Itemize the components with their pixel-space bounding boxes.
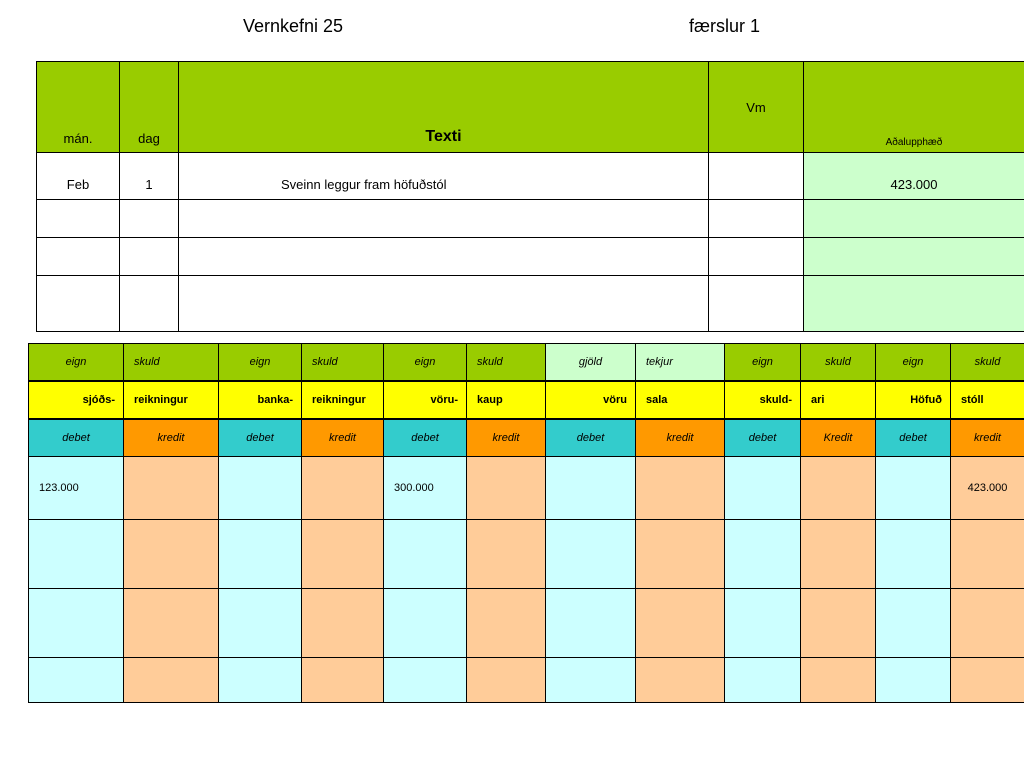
ledger-cell[interactable] xyxy=(876,589,951,658)
cell-vm[interactable] xyxy=(709,238,804,276)
ledger-cell[interactable] xyxy=(29,658,124,703)
ledger-cell[interactable]: 423.000 xyxy=(951,457,1024,520)
side-label: kredit xyxy=(124,419,219,457)
ledger-cell[interactable] xyxy=(951,520,1024,589)
account-label: reikningur xyxy=(302,381,384,419)
type-label: skuld xyxy=(302,344,384,382)
ledger-side-row xyxy=(29,419,1024,457)
type-label: gjöld xyxy=(546,344,636,382)
ledger-table xyxy=(28,343,1024,703)
ledger-cell[interactable] xyxy=(725,589,801,658)
cell-amount[interactable] xyxy=(804,276,1024,332)
ledger-cell[interactable] xyxy=(546,520,636,589)
account-label: sjóðs- xyxy=(29,381,124,419)
ledger-cell[interactable] xyxy=(384,658,467,703)
ledger-cell[interactable] xyxy=(801,520,876,589)
ledger-cell[interactable] xyxy=(302,658,384,703)
ledger-cell[interactable] xyxy=(951,589,1024,658)
cell-text[interactable] xyxy=(179,276,709,332)
ledger-data-row xyxy=(29,457,1024,520)
ledger-cell[interactable] xyxy=(546,589,636,658)
type-label: eign xyxy=(876,344,951,382)
col-text: Texti xyxy=(179,62,709,153)
ledger-cell[interactable] xyxy=(801,457,876,520)
ledger-cell[interactable] xyxy=(546,658,636,703)
ledger-cell[interactable] xyxy=(302,520,384,589)
ledger-cell[interactable] xyxy=(124,457,219,520)
ledger-data-row xyxy=(29,589,1024,658)
ledger-cell[interactable] xyxy=(219,658,302,703)
cell-vm[interactable] xyxy=(709,200,804,238)
ledger-cell[interactable] xyxy=(467,520,546,589)
side-label: debet xyxy=(29,419,124,457)
cell-text[interactable]: Sveinn leggur fram höfuðstól xyxy=(179,153,709,200)
ledger-cell[interactable] xyxy=(219,457,302,520)
account-label: skuld- xyxy=(725,381,801,419)
type-label: skuld xyxy=(951,344,1024,382)
ledger-cell[interactable] xyxy=(124,589,219,658)
account-label: sala xyxy=(636,381,725,419)
cell-month[interactable] xyxy=(37,276,120,332)
ledger-cell[interactable] xyxy=(801,658,876,703)
ledger-cell[interactable] xyxy=(467,457,546,520)
ledger-cell[interactable] xyxy=(467,589,546,658)
type-label: skuld xyxy=(124,344,219,382)
journal-row xyxy=(37,200,1024,238)
journal-row xyxy=(37,238,1024,276)
type-label: tekjur xyxy=(636,344,725,382)
ledger-cell[interactable] xyxy=(636,589,725,658)
account-label: vöru xyxy=(546,381,636,419)
side-label: kredit xyxy=(302,419,384,457)
ledger-type-row xyxy=(29,344,1024,382)
side-label: Kredit xyxy=(801,419,876,457)
ledger-cell[interactable] xyxy=(876,658,951,703)
ledger-cell[interactable] xyxy=(384,520,467,589)
ledger-cell[interactable] xyxy=(29,520,124,589)
cell-month[interactable] xyxy=(37,238,120,276)
ledger-cell[interactable] xyxy=(876,457,951,520)
ledger-cell[interactable] xyxy=(725,457,801,520)
col-month: mán. xyxy=(37,62,120,153)
cell-month[interactable] xyxy=(37,200,120,238)
ledger-cell[interactable] xyxy=(124,658,219,703)
ledger-cell[interactable] xyxy=(384,589,467,658)
ledger-cell[interactable] xyxy=(302,457,384,520)
cell-month[interactable]: Feb xyxy=(37,153,120,200)
cell-text[interactable] xyxy=(179,200,709,238)
ledger-cell[interactable] xyxy=(636,520,725,589)
col-vm: Vm xyxy=(709,62,804,153)
ledger-cell[interactable] xyxy=(219,589,302,658)
side-label: kredit xyxy=(467,419,546,457)
cell-day[interactable]: 1 xyxy=(120,153,179,200)
account-label: vöru- xyxy=(384,381,467,419)
ledger-cell[interactable] xyxy=(725,520,801,589)
page-title: Vernkefni 25 xyxy=(243,16,344,36)
account-label: kaup xyxy=(467,381,546,419)
side-label: kredit xyxy=(636,419,725,457)
cell-vm[interactable] xyxy=(709,153,804,200)
side-label: debet xyxy=(384,419,467,457)
type-label: skuld xyxy=(467,344,546,382)
side-label: debet xyxy=(546,419,636,457)
cell-day[interactable] xyxy=(120,200,179,238)
ledger-cell[interactable] xyxy=(636,658,725,703)
ledger-cell[interactable] xyxy=(951,658,1024,703)
journal-table xyxy=(36,61,1024,332)
ledger-cell[interactable] xyxy=(302,589,384,658)
type-label: eign xyxy=(725,344,801,382)
ledger-data-row xyxy=(29,658,1024,703)
ledger-cell[interactable] xyxy=(546,457,636,520)
ledger-cell[interactable] xyxy=(29,589,124,658)
ledger-cell[interactable] xyxy=(801,589,876,658)
side-label: debet xyxy=(219,419,302,457)
cell-day[interactable] xyxy=(120,276,179,332)
ledger-cell[interactable] xyxy=(124,520,219,589)
cell-vm[interactable] xyxy=(709,276,804,332)
ledger-cell[interactable]: 300.000 xyxy=(384,457,467,520)
cell-text[interactable] xyxy=(179,238,709,276)
account-label: banka- xyxy=(219,381,302,419)
page-subtitle: færslur 1 xyxy=(689,16,761,36)
ledger-cell[interactable]: 123.000 xyxy=(29,457,124,520)
cell-day[interactable] xyxy=(120,238,179,276)
cell-amount[interactable]: 423.000 xyxy=(804,153,1024,200)
account-label: reikningur xyxy=(124,381,219,419)
ledger-cell[interactable] xyxy=(876,520,951,589)
ledger-account-row xyxy=(29,381,1024,419)
type-label: eign xyxy=(384,344,467,382)
side-label: debet xyxy=(725,419,801,457)
cell-amount[interactable] xyxy=(804,200,1024,238)
account-label: Höfuð xyxy=(876,381,951,419)
col-day: dag xyxy=(120,62,179,153)
ledger-cell[interactable] xyxy=(725,658,801,703)
ledger-cell[interactable] xyxy=(636,457,725,520)
cell-amount[interactable] xyxy=(804,238,1024,276)
journal-header-row xyxy=(37,62,1024,153)
col-amount: Aðalupphæð xyxy=(804,62,1024,153)
type-label: eign xyxy=(29,344,124,382)
journal-row xyxy=(37,153,1024,200)
account-label: stóll xyxy=(951,381,1024,419)
ledger-data-row xyxy=(29,520,1024,589)
type-label: skuld xyxy=(801,344,876,382)
side-label: debet xyxy=(876,419,951,457)
journal-row xyxy=(37,276,1024,332)
ledger-cell[interactable] xyxy=(219,520,302,589)
ledger-cell[interactable] xyxy=(467,658,546,703)
side-label: kredit xyxy=(951,419,1024,457)
account-label: ari xyxy=(801,381,876,419)
type-label: eign xyxy=(219,344,302,382)
